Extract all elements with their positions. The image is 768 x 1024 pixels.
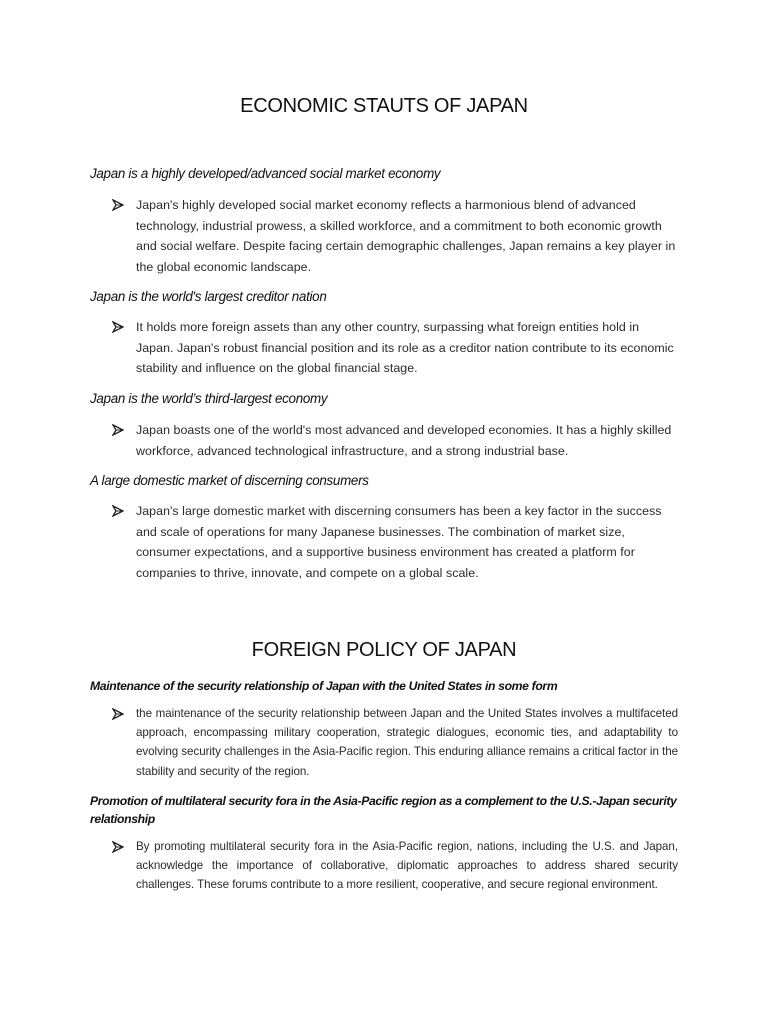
economic-bullet-1 [112,195,678,277]
economic-bullet-4 [112,501,678,583]
economic-heading-3: Japan is the world’s third-largest economy [90,391,328,406]
arrow-bullet-icon [112,841,124,853]
foreign-bullet-text-2: By promoting multilateral security fora in the Asia-Pacific region, nations, including the U.S. and Japan, acknowledge the importance of collaborative, diplomatic approaches to address shared security challenges. These forums contribute to a more resilient, cooperative, and secure regional environment. [136,840,678,892]
economic-status-title: ECONOMIC STAUTS OF JAPAN [240,95,528,117]
arrow-bullet-icon [112,708,124,720]
arrow-bullet-icon [112,199,124,211]
economic-bullet-text-4: Japan's large domestic market with discerning consumers has been a key factor in the success and scale of operations for many Japanese businesses. The combination of market size, consumer expectations, and a supportive business environment has created a platform for companies to thrive, innovate, and compete on a global scale. [136,504,662,580]
economic-bullet-2 [112,317,678,379]
arrow-bullet-icon [112,321,124,333]
economic-heading-4: A large domestic market of discerning consumers [90,473,369,488]
economic-heading-1: Japan is a highly developed/advanced social market economy [90,166,441,181]
foreign-bullet-text-1: the maintenance of the security relationship between Japan and the United States involves a multifaceted approach, encompassing military cooperation, strategic dialogues, economic ties, and adaptability to evolving security challenges in the Asia-Pacific region. This enduring alliance remains a critical factor in the stability and security of the region. [136,707,678,778]
foreign-policy-title: FOREIGN POLICY OF JAPAN [251,639,517,661]
economic-bullet-text-2: It holds more foreign assets than any other country, surpassing what foreign entities hold in Japan. Japan's robust financial position and its role as a creditor nation contribute to its economic stability and influence on the global financial stage. [136,320,674,375]
foreign-heading-2: Promotion of multilateral security fora in the Asia-Pacific region as a complement to the U.S.-Japan security relationship [90,794,677,826]
economic-bullet-text-3: Japan boasts one of the world's most advanced and developed economies. It has a highly skilled workforce, advanced technological infrastructure, and a strong industrial base. [136,423,672,458]
arrow-bullet-icon [112,505,124,517]
foreign-heading-1: Maintenance of the security relationship of Japan with the United States in some form [90,679,558,693]
economic-bullet-text-1: Japan's highly developed social market economy reflects a harmonious blend of advanced technology, industrial prowess, a skilled workforce, and a commitment to both economic growth and social welfare. Despite facing certain demographic challenges, Japan remains a key player in the global economic landscape. [136,198,676,274]
foreign-bullet-2 [112,837,678,895]
arrow-bullet-icon [112,424,124,436]
economic-heading-2: Japan is the world's largest creditor nation [90,289,327,304]
economic-bullet-3 [112,420,678,461]
foreign-bullet-1 [112,704,678,781]
